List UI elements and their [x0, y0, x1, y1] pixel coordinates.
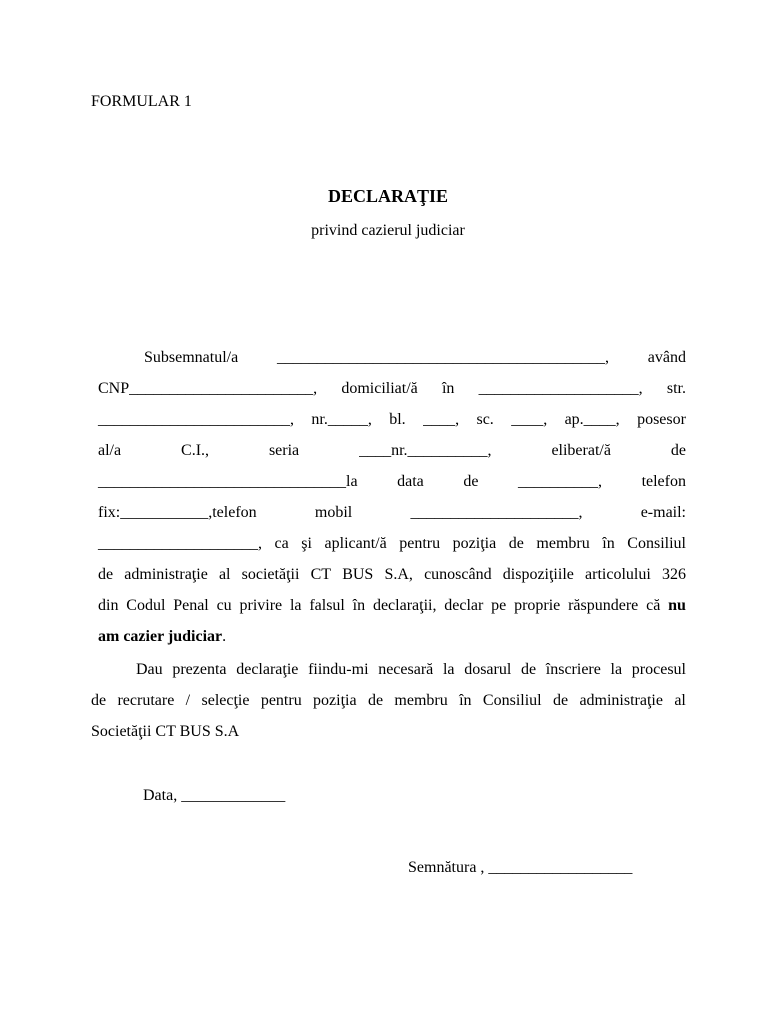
word: poziţia: [452, 535, 497, 552]
cnp-blank: CNP_______________________,: [98, 380, 318, 397]
word: C.I.,: [181, 442, 210, 459]
word: pentru: [260, 692, 302, 709]
word: prezenta: [172, 661, 227, 678]
period: .: [222, 628, 227, 645]
declaration-line-2: [98, 377, 686, 408]
declaration-line-1: [98, 346, 686, 377]
word: în: [352, 597, 366, 614]
word: data: [397, 473, 424, 490]
word: răspundere: [568, 597, 639, 614]
word: dispoziţiile: [502, 566, 574, 583]
apartment-blank: ap.____,: [564, 411, 620, 428]
declaration-line-5: [98, 470, 686, 501]
signature-field: Semnătura , __________________: [408, 859, 633, 876]
address-blank: ____________________,: [478, 380, 643, 397]
word: de: [670, 442, 686, 459]
declaration-line-6: [98, 501, 686, 532]
number-blank: nr._____,: [311, 411, 372, 428]
word: bl.: [389, 411, 406, 428]
word: de: [98, 566, 114, 583]
word: poziţia: [313, 692, 357, 709]
word: declaraţii,: [372, 597, 437, 614]
purpose-line-1: [91, 658, 686, 689]
word: Penal: [173, 597, 209, 614]
word: /: [185, 692, 191, 709]
word: falsul: [309, 597, 345, 614]
word: mobil: [314, 504, 353, 521]
block-blank: ____,: [423, 411, 460, 428]
issuer-blank: _______________________________la: [98, 473, 358, 490]
word: de: [520, 661, 537, 678]
word: al: [218, 566, 231, 583]
word: la: [442, 661, 455, 678]
word: cunoscând: [424, 566, 492, 583]
street-blank: ________________________,: [98, 411, 294, 428]
declaration-line-8: [98, 563, 686, 594]
word: declar: [444, 597, 484, 614]
word: sc.: [476, 411, 494, 428]
word: Consiliul: [627, 535, 686, 552]
word: de: [508, 535, 524, 552]
word: Dau: [136, 661, 163, 678]
word: de: [367, 692, 384, 709]
declaration-line-4: [98, 439, 686, 470]
word: Consiliul: [482, 692, 542, 709]
word: CT: [310, 566, 332, 583]
declaration-line-3: [98, 408, 686, 439]
declaration-line-9: [98, 594, 686, 625]
word: pe: [491, 597, 507, 614]
declaration-line-10: [98, 625, 686, 656]
word: la: [610, 661, 623, 678]
word: S.A,: [384, 566, 413, 583]
declaration-paragraph: [98, 346, 686, 656]
word: selecţie: [201, 692, 250, 709]
word: necesară: [378, 661, 434, 678]
word: administraţie: [124, 566, 208, 583]
purpose-line-2: [91, 689, 686, 720]
word: proprie: [514, 597, 561, 614]
word: societăţii: [241, 566, 300, 583]
declaration-line-7: [98, 532, 686, 563]
word: la: [289, 597, 302, 614]
word: telefon: [641, 473, 686, 490]
word: domiciliat/ă: [341, 380, 418, 397]
word: de: [552, 692, 569, 709]
word: ca: [274, 535, 289, 552]
staircase-blank: ____,: [511, 411, 548, 428]
name-blank: _________________________________________,: [277, 349, 609, 366]
word: din: [98, 597, 119, 614]
word: BUS: [342, 566, 374, 583]
word: de: [463, 473, 479, 490]
word: procesul: [631, 661, 686, 678]
id-series-number-blank: ____nr.__________,: [359, 442, 492, 459]
word: cu: [216, 597, 232, 614]
word: str.: [666, 380, 686, 397]
word: al: [674, 692, 686, 709]
word: aplicant/ă: [324, 535, 387, 552]
word: că: [646, 597, 661, 614]
emphasis-no: nu: [668, 597, 686, 614]
word: 326: [661, 566, 686, 583]
word: în: [441, 380, 455, 397]
word: al/a: [98, 442, 122, 459]
word: Codul: [126, 597, 166, 614]
word: membru: [394, 692, 448, 709]
word: înscriere: [545, 661, 601, 678]
word: în: [459, 692, 472, 709]
word: administraţie: [579, 692, 663, 709]
word: membru: [536, 535, 590, 552]
word: în: [602, 535, 615, 552]
word: de: [91, 692, 107, 709]
word: e-mail:: [640, 504, 686, 521]
word: pentru: [399, 535, 441, 552]
landline-blank: fix:___________,telefon: [98, 504, 257, 521]
word: Subsemnatul/a: [144, 349, 239, 366]
date-field: Data, _____________: [143, 787, 286, 804]
word: recrutare: [117, 692, 175, 709]
purpose-paragraph: [91, 658, 686, 751]
issue-date-blank: __________,: [518, 473, 602, 490]
word: dosarul: [464, 661, 512, 678]
document-title: DECLARAŢIE: [327, 186, 449, 206]
word: fiindu-mi: [308, 661, 369, 678]
mobile-blank: _____________________,: [410, 504, 583, 521]
word: articolului: [585, 566, 651, 583]
word: seria: [268, 442, 300, 459]
word: şi: [301, 535, 312, 552]
document-subtitle: privind cazierul judiciar: [311, 222, 465, 239]
word: posesor: [637, 411, 686, 428]
word: eliberat/ă: [551, 442, 611, 459]
emphasis-no-criminal-record: am cazier judiciar: [98, 628, 223, 645]
word: având: [647, 349, 686, 366]
purpose-line-3: [91, 720, 686, 751]
company-name: Societăţii CT BUS S.A: [91, 723, 240, 740]
word: declaraţie: [236, 661, 299, 678]
form-number-label: FORMULAR 1: [91, 93, 192, 110]
word: privire: [239, 597, 283, 614]
email-blank: ____________________,: [98, 535, 262, 552]
